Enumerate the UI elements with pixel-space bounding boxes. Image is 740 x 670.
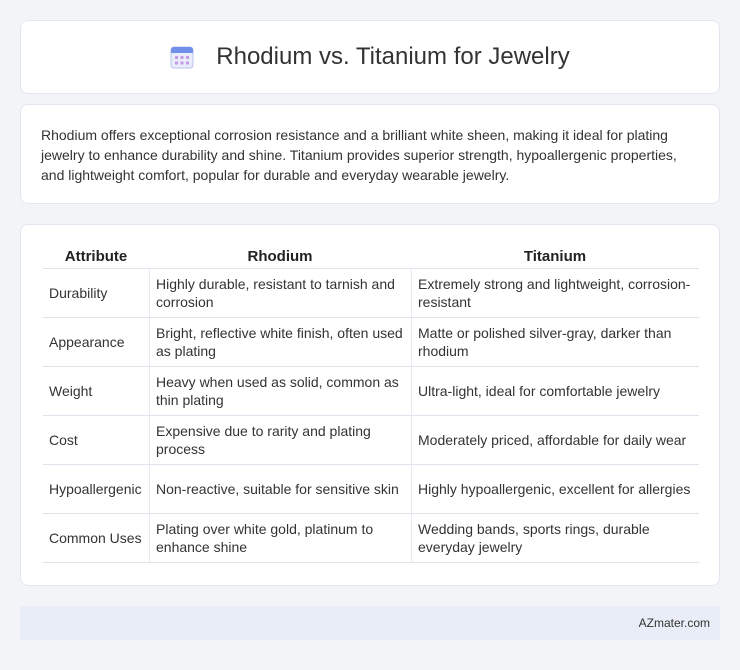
summary-card: [20, 104, 720, 204]
table-row: [43, 416, 699, 465]
attribute-cell: Cost: [43, 416, 149, 465]
rhodium-cell: Bright, reflective white finish, often used as plating: [149, 318, 411, 367]
footer-site-link[interactable]: AZmater.com: [638, 616, 710, 630]
rhodium-cell: Non-reactive, suitable for sensitive skin: [149, 465, 411, 514]
rhodium-cell: Highly durable, resistant to tarnish and corrosion: [149, 269, 411, 318]
titanium-cell: Wedding bands, sports rings, durable everyday jewelry: [411, 514, 699, 563]
table-row: [43, 269, 699, 318]
table-row: [43, 514, 699, 563]
comparison-table: [43, 245, 699, 563]
attribute-cell: Hypoallergenic: [43, 465, 149, 514]
rhodium-cell: Heavy when used as solid, common as thin plating: [149, 367, 411, 416]
title-row: [170, 43, 569, 71]
table-row: [43, 367, 699, 416]
attribute-cell: Durability: [43, 269, 149, 318]
header-attribute: Attribute: [43, 245, 149, 269]
attribute-cell: Appearance: [43, 318, 149, 367]
table-row: [43, 318, 699, 367]
summary-text: Rhodium offers exceptional corrosion resistance and a brilliant white sheen, making it ideal for plating jewelry to enhance durability and shine. Titanium provides superior strength, hypoallergenic properties, and lightweight comfort, popular for durable and everyday wearable jewelry.: [41, 127, 677, 183]
calendar-grid-icon: [170, 45, 194, 69]
header-titanium: Titanium: [411, 245, 699, 269]
attribute-cell: Common Uses: [43, 514, 149, 563]
titanium-cell: Moderately priced, affordable for daily wear: [411, 416, 699, 465]
rhodium-cell: Plating over white gold, platinum to enhance shine: [149, 514, 411, 563]
page-title: Rhodium vs. Titanium for Jewelry: [216, 43, 570, 70]
footer-bar: [20, 606, 720, 640]
title-card: [20, 20, 720, 94]
titanium-cell: Highly hypoallergenic, excellent for allergies: [411, 465, 699, 514]
titanium-cell: Matte or polished silver-gray, darker than rhodium: [411, 318, 699, 367]
attribute-cell: Weight: [43, 367, 149, 416]
table-header-row: [43, 245, 699, 269]
table-row: [43, 465, 699, 514]
comparison-card: [20, 224, 720, 586]
rhodium-cell: Expensive due to rarity and plating process: [149, 416, 411, 465]
titanium-cell: Ultra-light, ideal for comfortable jewelry: [411, 367, 699, 416]
titanium-cell: Extremely strong and lightweight, corrosion-resistant: [411, 269, 699, 318]
header-rhodium: Rhodium: [149, 245, 411, 269]
